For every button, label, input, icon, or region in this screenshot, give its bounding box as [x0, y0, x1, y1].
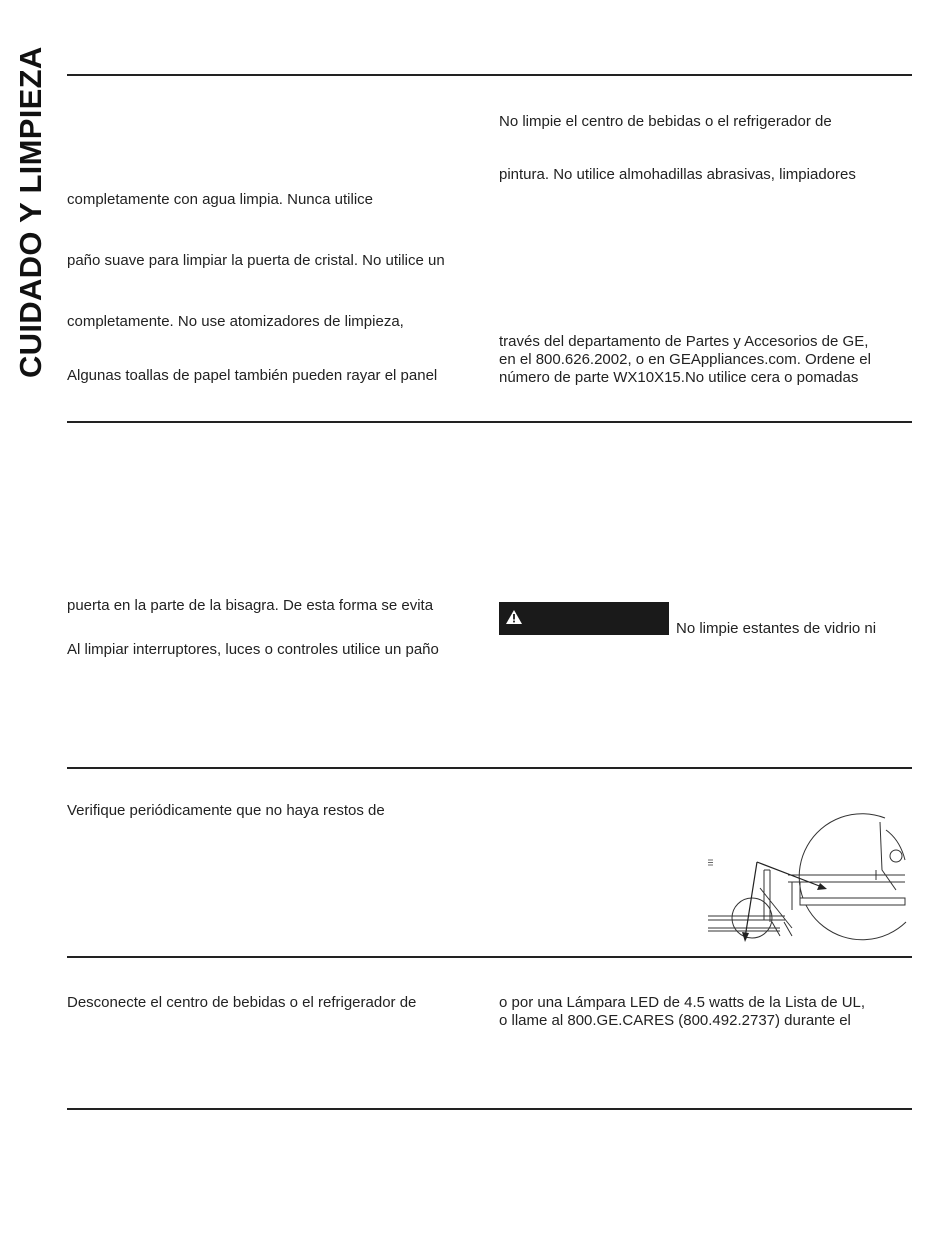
section-divider [67, 767, 912, 769]
body-text-line: número de parte WX10X15.No utilice cera o pomadas [499, 369, 859, 386]
section-side-title: CUIDADO Y LIMPIEZA [13, 46, 48, 378]
section-divider [67, 421, 912, 423]
body-text-line: Al limpiar interruptores, luces o controles utilice un paño [67, 641, 439, 658]
body-text-line: Desconecte el centro de bebidas o el refrigerador de [67, 994, 417, 1011]
body-text-line: pintura. No utilice almohadillas abrasivas, limpiadores [499, 166, 856, 183]
section-divider [67, 1108, 912, 1110]
body-text-line: paño suave para limpiar la puerta de cristal. No utilice un [67, 252, 445, 269]
body-text-line: No limpie el centro de bebidas o el refrigerador de [499, 113, 832, 130]
body-text-line: No limpie estantes de vidrio ni [676, 620, 877, 637]
warning-label [499, 602, 669, 635]
section-divider [67, 956, 912, 958]
body-text-line: en el 800.626.2002, o en GEAppliances.com. Ordene el [499, 351, 871, 368]
body-text-line: completamente. No use atomizadores de limpieza, [67, 313, 404, 330]
door-gasket-detail-illustration [700, 810, 915, 945]
body-text-line: o por una Lámpara LED de 4.5 watts de la Lista de UL, [499, 994, 866, 1011]
body-text-line: través del departamento de Partes y Accesorios de GE, [499, 333, 869, 350]
body-text-line: Verifique periódicamente que no haya restos de [67, 802, 385, 819]
body-text-line: Algunas toallas de papel también pueden rayar el panel [67, 367, 438, 384]
section-divider [67, 74, 912, 76]
body-text-line: o llame al 800.GE.CARES (800.492.2737) durante el [499, 1012, 851, 1029]
body-text-line: puerta en la parte de la bisagra. De esta forma se evita [67, 597, 434, 614]
body-text-line: completamente con agua limpia. Nunca utilice [67, 191, 373, 208]
warning-triangle-icon [506, 610, 522, 624]
